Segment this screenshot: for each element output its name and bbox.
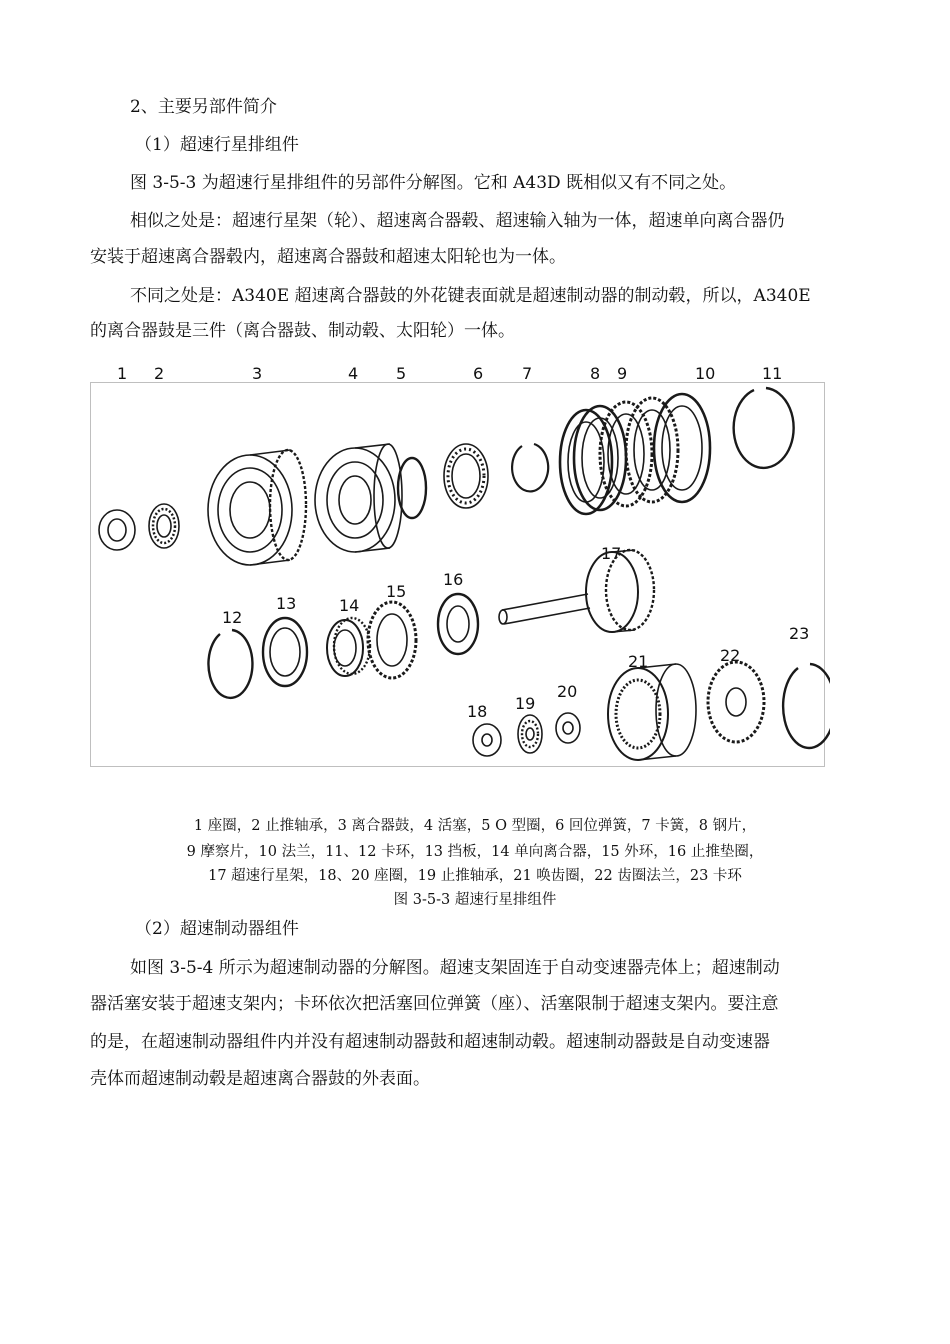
part-number: 12 bbox=[222, 608, 243, 627]
paragraph-brake-line-1: 如图 3-5-4 所示为超速制动器的分解图。超速支架固连于自动变速器壳体上；超速制动 bbox=[130, 958, 780, 978]
part-21-ring-gear bbox=[608, 664, 696, 760]
part-number: 13 bbox=[276, 594, 297, 613]
sub-heading-brake: （2）超速制动器组件 bbox=[135, 919, 299, 939]
part-number: 14 bbox=[339, 596, 360, 615]
part-11-snap-ring bbox=[734, 388, 794, 468]
caption-line-1: 1 座圈，2 止推轴承，3 离合器鼓，4 活塞，5 O 型圈，6 回位弹簧，7 卡簧，8 钢片， bbox=[193, 818, 757, 834]
paragraph-brake-line-3: 的是，在超速制动器组件内并没有超速制动器鼓和超速制动毂。超速制动器鼓是自动变速器 bbox=[90, 1032, 770, 1052]
part-number: 22 bbox=[720, 646, 741, 665]
caption-line-2: 9 摩察片，10 法兰，11、12 卡环，13 挡板，14 单向离合器，15 外环，16 止推垫圈， bbox=[186, 844, 764, 860]
paragraph-different-line-1: 不同之处是：A340E 超速离合器鼓的外花键表面就是超速制动器的制动毂，所以，A340E bbox=[130, 286, 811, 306]
paragraph-intro: 图 3-5-3 为超速行星排组件的另部件分解图。它和 A43D 既相似又有不同之处。 bbox=[130, 173, 737, 193]
part-number: 23 bbox=[789, 624, 810, 643]
part-number: 20 bbox=[557, 682, 578, 701]
part-4-piston bbox=[315, 444, 402, 552]
part-number: 11 bbox=[762, 364, 783, 383]
caption-line-3: 17 超速行星架，18、20 座圈，19 止推轴承，21 唤齿圈，22 齿圈法兰，23 卡环 bbox=[208, 868, 742, 884]
part-22-ring-gear-flange bbox=[708, 662, 764, 742]
figure-title: 图 3-5-3 超速行星排组件 bbox=[393, 892, 557, 908]
part-6-return-spring bbox=[444, 444, 488, 508]
part-number: 2 bbox=[154, 364, 165, 383]
part-16-thrust-washer bbox=[438, 594, 478, 654]
part-18-seat bbox=[473, 724, 501, 756]
part-17-planetary-carrier bbox=[499, 550, 654, 632]
part-14-one-way-clutch bbox=[327, 618, 370, 676]
part-19-thrust-bearing bbox=[518, 715, 542, 753]
part-number: 5 bbox=[396, 364, 407, 383]
part-number: 3 bbox=[252, 364, 263, 383]
part-10-flange bbox=[654, 394, 710, 502]
part-number: 16 bbox=[443, 570, 464, 589]
paragraph-similar-line-2: 安装于超速离合器毂内，超速离合器鼓和超速太阳轮也为一体。 bbox=[90, 247, 566, 267]
part-12-snap-ring bbox=[208, 630, 252, 698]
paragraph-brake-line-2: 器活塞安装于超速支架内；卡环依次把活塞回位弹簧（座）、活塞限制于超速支架内。要注意 bbox=[90, 994, 779, 1014]
exploded-view-figure bbox=[90, 362, 830, 770]
part-number: 21 bbox=[628, 652, 649, 671]
part-number: 1 bbox=[117, 364, 128, 383]
part-15-outer-race bbox=[368, 602, 416, 678]
part-3-clutch-drum bbox=[208, 450, 306, 565]
part-1-seat bbox=[99, 510, 135, 550]
section-heading: 2、主要另部件简介 bbox=[130, 97, 277, 117]
part-2-thrust-bearing bbox=[149, 504, 179, 548]
part-7-snap-ring bbox=[512, 444, 548, 491]
paragraph-similar-line-1: 相似之处是：超速行星架（轮）、超速离合器毂、超速输入轴为一体，超速单向离合器仍 bbox=[130, 211, 785, 231]
part-number: 18 bbox=[467, 702, 488, 721]
part-number: 6 bbox=[473, 364, 484, 383]
part-number: 8 bbox=[590, 364, 601, 383]
part-number: 10 bbox=[695, 364, 716, 383]
sub-heading-planetary: （1）超速行星排组件 bbox=[135, 135, 299, 155]
part-20-seat bbox=[556, 713, 580, 743]
paragraph-different-line-2: 的离合器鼓是三件（离合器鼓、制动毂、太阳轮）一体。 bbox=[90, 321, 515, 341]
part-number: 9 bbox=[617, 364, 628, 383]
part-13-retaining-plate bbox=[263, 618, 307, 686]
part-number: 19 bbox=[515, 694, 536, 713]
paragraph-brake-line-4: 壳体而超速制动毂是超速离合器鼓的外表面。 bbox=[90, 1069, 430, 1089]
part-number: 7 bbox=[522, 364, 533, 383]
part-number: 17 bbox=[601, 544, 622, 563]
part-number: 4 bbox=[348, 364, 359, 383]
part-number: 15 bbox=[386, 582, 407, 601]
part-8-steel-plate bbox=[560, 406, 626, 514]
part-23-snap-ring bbox=[783, 664, 830, 748]
parts-drawing bbox=[90, 362, 830, 770]
